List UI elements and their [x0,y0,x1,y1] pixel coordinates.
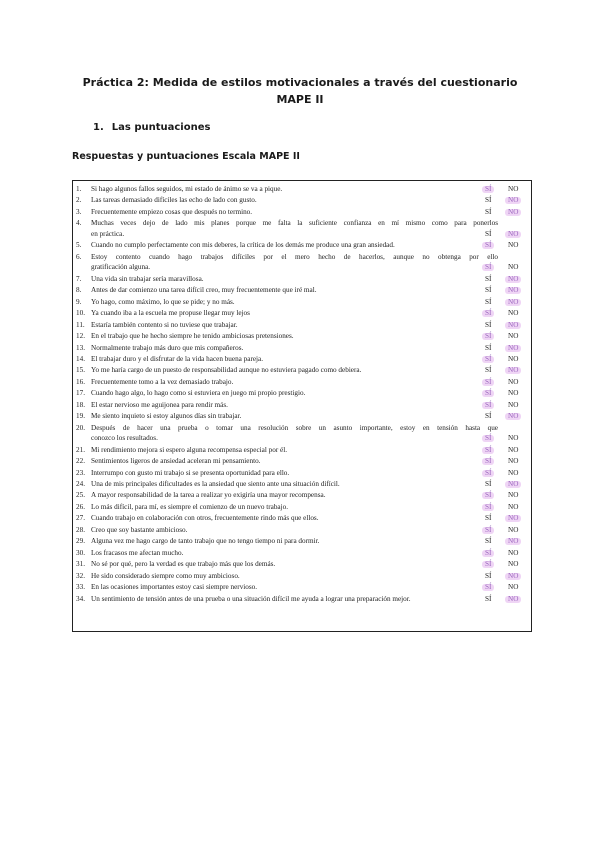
question-text [91,207,498,218]
answer-no-marked: NO [508,297,519,306]
answer-yes-marked: SÍ [485,185,492,193]
question-text-line: Yo hago, como máximo, lo que se pide; y no más. [91,297,235,306]
question-text [91,274,498,285]
table-subtitle: Respuestas y puntuaciones Escala MAPE II [72,151,300,162]
answer-no: NO [508,354,519,363]
question-row [73,274,531,285]
answer-no: NO [508,389,519,398]
question-row [73,354,531,365]
question-row [73,411,531,422]
answer-no: NO [508,445,519,454]
question-row [73,195,531,206]
question-row [73,536,531,547]
question-text-line: He sido considerado siempre como muy ambicioso. [91,571,240,580]
answer-no: NO [508,309,519,318]
question-text-line: Una de mis principales dificultades es la ansiedad que siento ante una situación difícil. [91,480,340,488]
question-number: 30. [76,548,85,557]
question-row [73,285,531,296]
question-text-line: Frecuentemente empiezo cosas que después no termino. [91,207,253,216]
answer-yes: SÍ [485,366,492,375]
question-text-line: Cuando no cumplo perfectamente con mis deberes, la crítica de los demás me produce una gran ansiedad. [91,241,395,250]
question-text-line: Una vida sin trabajar sería maravillosa. [91,274,204,283]
question-row [73,297,531,308]
answer-no: NO [508,583,519,592]
question-row [73,571,531,582]
answer-yes-marked: SÍ [485,583,492,592]
answer-yes: SÍ [485,537,492,546]
question-number: 31. [76,560,85,569]
answer-yes-marked: SÍ [485,525,492,534]
page-title-line2: MAPE II [276,93,324,106]
question-text [91,411,498,422]
answer-yes-marked: SÍ [485,468,492,477]
question-text-line: Alguna vez me hago cargo de tanto trabajo que no tengo tiempo ni para dormir. [91,537,320,546]
answer-no-marked: NO [508,366,519,375]
question-row [73,388,531,399]
question-text [91,445,498,456]
question-text [91,525,498,536]
question-number: 2. [76,196,82,205]
answer-no-marked: NO [508,207,519,216]
question-text-line: Normalmente trabajo más duro que mis compañeros. [91,343,244,352]
question-number: 14. [76,354,85,363]
question-row [73,365,531,376]
question-number: 27. [76,514,85,523]
question-text [91,400,498,411]
question-text-line: El estar nervioso me aguijonea para rendir más. [91,400,228,409]
question-number: 12. [76,332,85,341]
question-number: 6. [76,252,82,261]
answer-yes: SÍ [485,594,492,603]
question-text [91,365,498,376]
question-number: 3. [76,207,82,216]
question-text [91,240,498,251]
answer-no: NO [508,434,519,443]
question-number: 15. [76,366,85,375]
question-text [91,195,498,206]
answer-yes-marked: SÍ [485,400,492,409]
question-text-line: Estaría también contento si no tuviese que trabajar. [91,320,238,329]
question-number: 21. [76,445,85,454]
answer-yes-marked: SÍ [485,354,492,363]
answer-no-marked: NO [508,594,519,603]
question-text-line: Los fracasos me afectan mucho. [91,548,184,557]
question-row [73,513,531,524]
question-text-line: Un sentimiento de tensión antes de una prueba o una situación difícil me ayuda a lograr una preparación mejor. [91,594,411,603]
answer-yes-marked: SÍ [485,377,492,386]
question-text-line: Mi rendimiento mejora si espero alguna recompensa especial por él. [91,445,287,454]
question-text [91,377,498,388]
question-text [91,388,498,399]
question-text [91,252,498,273]
question-text [91,490,498,501]
answer-yes-marked: SÍ [485,389,492,398]
question-text-line: Antes de dar comienzo una tarea difícil creo, muy frecuentemente que iré mal. [91,286,317,295]
question-text-line: Ya cuando iba a la escuela me propuse llegar muy lejos [91,309,250,318]
answer-yes-marked: SÍ [485,332,492,341]
question-row [73,343,531,354]
answer-yes-marked: SÍ [485,491,492,500]
question-row [73,331,531,342]
section-heading [93,122,210,133]
answer-no: NO [508,185,519,193]
question-number: 20. [76,423,85,432]
section-title: Las puntuaciones [111,122,211,133]
answer-yes: SÍ [485,286,492,295]
answer-yes-marked: SÍ [485,263,492,272]
question-row [73,445,531,456]
answer-yes: SÍ [485,297,492,306]
question-text [91,548,498,559]
question-text [91,218,498,239]
question-number: 1. [76,185,82,193]
question-text-line: en práctica. [91,229,125,238]
question-number: 25. [76,491,85,500]
answer-yes: SÍ [485,207,492,216]
answer-no: NO [508,491,519,500]
question-number: 7. [76,274,82,283]
answer-yes: SÍ [485,229,492,238]
question-row [73,308,531,319]
answer-no: NO [508,560,519,569]
question-text [91,423,498,444]
question-row [73,240,531,251]
question-text-line: A mayor responsabilidad de la tarea a realizar yo exigiría una mayor recompensa. [91,491,326,500]
answer-no: NO [508,548,519,557]
question-row [73,582,531,593]
question-text [91,582,498,593]
answer-yes-marked: SÍ [485,445,492,454]
answer-yes-marked: SÍ [485,457,492,466]
question-text-line: El trabajar duro y el disfrutar de la vida hacen buena pareja. [91,354,264,363]
answer-yes: SÍ [485,412,492,421]
question-text-line: Estoy contento cuando hago trabajos difíciles por el mero hecho de hacerlos, aunque no obtenga por ello [91,252,498,261]
question-text-line: Después de hacer una prueba o tomar una resolución sobre un asunto importante, estoy en tensión hasta que [91,423,498,432]
question-text-line: Cuando hago algo, lo hago como si estuviera en juego mi propio prestigio. [91,389,306,398]
answer-yes-marked: SÍ [485,434,492,443]
question-row [73,525,531,536]
answer-yes: SÍ [485,514,492,523]
question-number: 17. [76,389,85,398]
question-text-line: Frecuentemente tomo a la vez demasiado trabajo. [91,377,234,386]
question-number: 5. [76,241,82,250]
question-text-line: Creo que soy bastante ambicioso. [91,525,188,534]
question-number: 33. [76,583,85,592]
question-text [91,331,498,342]
question-text [91,502,498,513]
question-row [73,184,531,195]
question-row [73,252,531,273]
answer-yes: SÍ [485,320,492,329]
question-number: 24. [76,480,85,488]
answer-yes-marked: SÍ [485,241,492,250]
answer-no-marked: NO [508,196,519,205]
question-text [91,594,498,605]
answer-yes: SÍ [485,196,492,205]
question-text [91,308,498,319]
question-text-line: Cuando trabajo en colaboración con otros, frecuentemente rindo más que ellos. [91,514,319,523]
answer-yes: SÍ [485,480,492,488]
question-number: 11. [76,320,85,329]
answer-no-marked: NO [508,571,519,580]
question-number: 32. [76,571,85,580]
question-text-line: En las ocasiones importantes estoy casi siempre nervioso. [91,583,258,592]
question-number: 29. [76,537,85,546]
question-text [91,536,498,547]
question-text-line: conozco los resultados. [91,434,158,443]
question-number: 18. [76,400,85,409]
question-row [73,377,531,388]
page-title [60,74,540,108]
question-number: 9. [76,297,82,306]
question-number: 28. [76,525,85,534]
answer-yes-marked: SÍ [485,309,492,318]
answer-yes-marked: SÍ [485,502,492,511]
question-text [91,559,498,570]
answer-no-marked: NO [508,514,519,523]
answer-yes: SÍ [485,571,492,580]
question-text [91,297,498,308]
answer-no-marked: NO [508,480,519,488]
page-title-line1: Práctica 2: Medida de estilos motivacionales a través del cuestionario [82,76,518,89]
question-text [91,354,498,365]
question-text [91,456,498,467]
question-number: 23. [76,468,85,477]
question-text-line: Las tareas demasiado difíciles las echo de lado con gusto. [91,196,257,205]
answer-no: NO [508,263,519,272]
question-row [73,548,531,559]
answer-no: NO [508,241,519,250]
question-row [73,320,531,331]
answer-yes-marked: SÍ [485,548,492,557]
question-text [91,468,498,479]
answer-no-marked: NO [508,229,519,238]
question-text-line: Yo me haría cargo de un puesto de responsabilidad aunque no estuviera pagado como debiera. [91,366,362,375]
answer-no: NO [508,457,519,466]
question-text [91,479,498,490]
answer-no: NO [508,332,519,341]
question-row [73,468,531,479]
question-number: 8. [76,286,82,295]
question-row [73,218,531,239]
answer-no-marked: NO [508,320,519,329]
question-text [91,343,498,354]
question-number: 13. [76,343,85,352]
answer-yes: SÍ [485,343,492,352]
question-text [91,320,498,331]
question-row [73,490,531,501]
question-text [91,184,498,195]
question-text-line: gratificación alguna. [91,263,151,272]
question-row [73,456,531,467]
answer-no: NO [508,468,519,477]
question-number: 10. [76,309,85,318]
question-row [73,559,531,570]
question-number: 22. [76,457,85,466]
answer-yes: SÍ [485,274,492,283]
answer-no-marked: NO [508,537,519,546]
question-number: 19. [76,412,85,421]
question-row [73,594,531,605]
question-row [73,423,531,444]
question-text [91,571,498,582]
answer-no-marked: NO [508,286,519,295]
answer-no-marked: NO [508,412,519,421]
section-number: 1. [93,122,104,133]
question-text-line: No sé por qué, pero la verdad es que trabajo más que los demás. [91,560,276,569]
question-text [91,285,498,296]
answer-no: NO [508,502,519,511]
question-row [73,502,531,513]
question-row [73,479,531,490]
question-row [73,207,531,218]
question-text-line: En el trabajo que he hecho siempre he tenido ambiciosas pretensiones. [91,332,294,341]
question-number: 16. [76,377,85,386]
question-text-line: Interrumpo con gusto mi trabajo si se presenta oportunidad para ello. [91,468,290,477]
question-text-line: Me siento inquieto si estoy algunos días sin trabajar. [91,412,242,421]
question-text-line: Sentimientos ligeros de ansiedad aceleran mi pensamiento. [91,457,261,466]
answer-no: NO [508,377,519,386]
answer-no: NO [508,400,519,409]
questionnaire-table [72,180,532,632]
question-text-line: Lo más difícil, para mí, es siempre el comienzo de un nuevo trabajo. [91,502,288,511]
question-text [91,513,498,524]
question-text-line: Si hago algunos fallos seguidos, mi estado de ánimo se va a pique. [91,185,283,193]
answer-no-marked: NO [508,274,519,283]
question-number: 34. [76,594,85,603]
question-number: 26. [76,502,85,511]
question-text-line: Muchas veces dejo de lado mis planes porque me falta la suficiente confianza en mí mismo como para ponerlos [91,219,498,228]
question-number: 4. [76,219,82,228]
answer-yes-marked: SÍ [485,560,492,569]
answer-no: NO [508,525,519,534]
answer-no-marked: NO [508,343,519,352]
question-row [73,400,531,411]
